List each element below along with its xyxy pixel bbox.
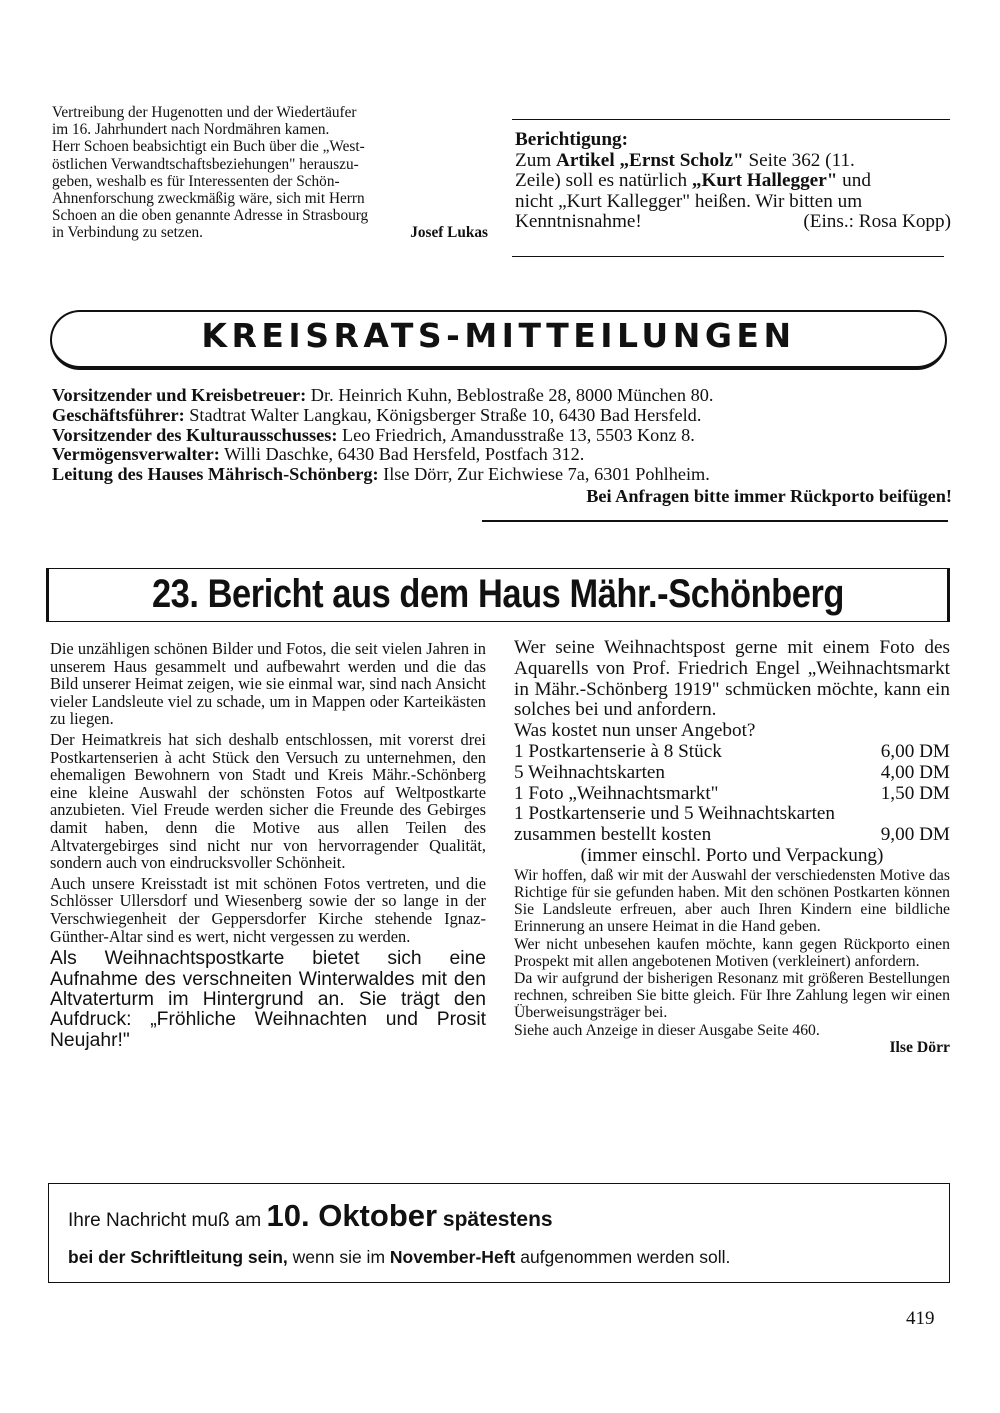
divider (512, 256, 944, 257)
price-value: 9,00 DM (880, 824, 950, 846)
text-line: im 16. Jahrhundert nach Nordmähren kamen. (52, 121, 330, 139)
submitter: (Eins.: Rosa Kopp) (803, 211, 951, 233)
text-line: in Verbindung zu setzen. (52, 224, 203, 242)
officer-details: Leo Friedrich, Amandusstraße 13, 5503 Konz 8. (337, 424, 695, 445)
price-row (514, 763, 950, 784)
text: wenn sie im (287, 1247, 390, 1267)
officer-details: Willi Daschke, 6430 Bad Hersfeld, Postfach 312. (219, 444, 585, 465)
officer-role: Geschäftsführer: (52, 404, 185, 425)
correction-line: nicht „Kurt Kallegger" heißen. Wir bitten um (515, 190, 863, 212)
officer-role: Vorsitzender und Kreisbetreuer: (52, 385, 307, 405)
paragraph: Wer nicht unbesehen kaufen möchte, kann gegen Rückporto einen Prospekt mit allen angebotenen Motiven (verkleinert) anfordern. (514, 935, 950, 970)
underline-rule (482, 520, 948, 522)
text-line: geben, weshalb es für Interessenten der Schön- (52, 172, 340, 190)
deadline-date: 10. Oktober (266, 1198, 438, 1233)
paragraph: Der Heimatkreis hat sich deshalb entschlossen, mit vorerst drei Postkartenserien à acht Stück den Versuch zu unternehmen, den ehemaligen Bewohnern von Stadt und Kreis Mähr.-Schönberg eine kleine Auswahl der schönsten Fotos auf Weltpostkarte anzubieten. Viel Freude werden sicher die Freunde des Gebirges damit haben, denn die Motive aus allen Teilen des Altvatergebirges sind nicht nur von hervorragender Qualität, sondern auch von eindrucksvoller Schönheit. (50, 729, 486, 873)
text-line: Herr Schoen beabsichtigt ein Buch über die „West- (52, 138, 365, 156)
price-value: 1,50 DM (880, 782, 950, 804)
deadline-line (68, 1198, 553, 1234)
article-name: Artikel „Ernst Scholz" (556, 149, 744, 171)
article-column-right (514, 638, 950, 1056)
price-value: 6,00 DM (880, 740, 950, 762)
text: und (837, 170, 871, 192)
text-line: Ahnenforschung zweckmäßig wäre, sich mit Herrn (52, 190, 365, 208)
author-signature: Ilse Dörr (889, 1038, 950, 1056)
paragraph: Da wir aufgrund der bisherigen Resonanz mit größeren Bestellungen rechnen, schreiben Sie bitte gleich. Für Ihre Zahlung legen wir einen Überweisungsträger bei. (514, 969, 950, 1022)
price-row (514, 742, 950, 763)
text: aufgenommen werden soll. (515, 1247, 731, 1267)
price-item: zusammen bestellt kosten (514, 824, 712, 846)
combo-line: 1 Postkartenserie und 5 Weihnachtskarten (514, 803, 836, 825)
text: Zum (515, 149, 557, 171)
officer-details: Dr. Heinrich Kuhn, Beblostraße 28, 8000 München 80. (306, 385, 714, 405)
officer-role: Vermögensverwalter: (52, 444, 220, 465)
correction-notice (515, 130, 951, 233)
article-title: 23. Bericht aus dem Haus Mähr.-Schönberg (151, 572, 845, 616)
article-column-left (50, 640, 486, 1051)
officer-details: Ilse Dörr, Zur Eichwiese 7a, 6301 Pohlheim. (378, 464, 710, 485)
price-note: (immer einschl. Porto und Verpackung) (580, 844, 884, 866)
author-signature: Josef Lukas (410, 224, 488, 242)
text-line: Schoen an die oben genannte Adresse in Strasbourg (52, 207, 369, 225)
deadline-line (68, 1247, 730, 1268)
price-row (514, 784, 950, 805)
divider (512, 119, 950, 120)
officer-list (52, 386, 952, 507)
price-item: 5 Weihnachtskarten (514, 761, 666, 783)
text-line: Vertreibung der Hugenotten und der Wiedertäufer (52, 104, 357, 121)
text: Ihre Nachricht muß am (68, 1210, 267, 1231)
correction-line (515, 151, 951, 172)
price-value: 4,00 DM (880, 761, 950, 783)
correction-line (515, 212, 951, 233)
officer-row (52, 445, 952, 465)
officer-role: Vorsitzender des Kulturausschusses: (52, 424, 338, 445)
officer-row (52, 386, 952, 406)
return-postage-note: Bei Anfragen bitte immer Rückporto beifügen! (586, 485, 952, 506)
paragraph: Die unzähligen schönen Bilder und Fotos, die seit vielen Jahren in unserem Haus gesammelt und aufbewahrt werden und die das Bild unserer Heimat zeigen, wie sie einmal war, sind nach Ansicht vieler Landsleute viel zu schade, um in Mappen oder Karteikästen zu liegen. (50, 639, 486, 729)
page-number: 419 (906, 1308, 935, 1329)
intro-article-continuation (52, 104, 488, 242)
correction-heading: Berichtigung: (515, 129, 628, 150)
price-row (514, 825, 950, 846)
officer-row (52, 426, 952, 446)
corrected-name: „Kurt Hallegger" (691, 170, 838, 192)
text: Seite 362 (11. (743, 149, 855, 171)
correction-line (515, 171, 951, 192)
officer-row (52, 406, 952, 426)
paragraph-emphasis: Als Weihnachtspostkarte bietet sich eine Aufnahme des verschneiten Winterwaldes mit den Altvaterturm im Hintergrund an. Sie trägt den Aufdruck: „Fröhliche Weihnachten und Prosit Neujahr!" (50, 948, 486, 1051)
text: spätestens (437, 1208, 553, 1231)
text: bei der Schriftleitung sein, (68, 1247, 288, 1267)
paragraph: Siehe auch Anzeige in dieser Ausgabe Seite 460. (514, 1021, 820, 1039)
price-question: Was kostet nun unser Angebot? (514, 720, 756, 742)
text: Kenntnisnahme! (515, 211, 642, 233)
officer-role: Leitung des Hauses Mährisch-Schönberg: (52, 464, 379, 485)
officer-row (52, 465, 952, 485)
section-title: KREISRATS-MITTEILUNGEN (201, 316, 796, 355)
paragraph: Auch unsere Kreisstadt ist mit schönen Fotos vertreten, und die Schlösser Ullersdorf und Wiesenberg sowie der so lange in der Verschwiegenheit der Geppersdorfer Kirche stehende Ignaz-Günther-Altar sind es wert, nicht vergessen zu werden. (50, 873, 486, 946)
paragraph: Wer seine Weihnachtspost gerne mit einem Foto des Aquarells von Prof. Friedrich Engel „Weihnachtsmarkt in Mähr.-Schönberg 1919" schmücken möchte, kann ein solches bei und anfordern. (514, 637, 950, 721)
text-line: östlichen Verwandtschaftsbeziehungen" herauszu- (52, 155, 359, 173)
price-item: 1 Postkartenserie à 8 Stück (514, 740, 722, 762)
price-item: 1 Foto „Weihnachtsmarkt" (514, 782, 719, 804)
officer-details: Stadtrat Walter Langkau, Königsberger Straße 10, 6430 Bad Hersfeld. (184, 404, 702, 425)
paragraph: Wir hoffen, daß wir mit der Auswahl der verschiedensten Motive das Richtige für sie gefunden haben. Mit den schönen Postkarten können Sie Landsleute erfreuen, aber auch Ihren Kindern eine bildliche Erinnerung an unsere Heimat in die Hand geben. (514, 866, 950, 936)
text: Zeile) soll es natürlich (515, 170, 692, 192)
issue-name: November-Heft (389, 1247, 516, 1267)
